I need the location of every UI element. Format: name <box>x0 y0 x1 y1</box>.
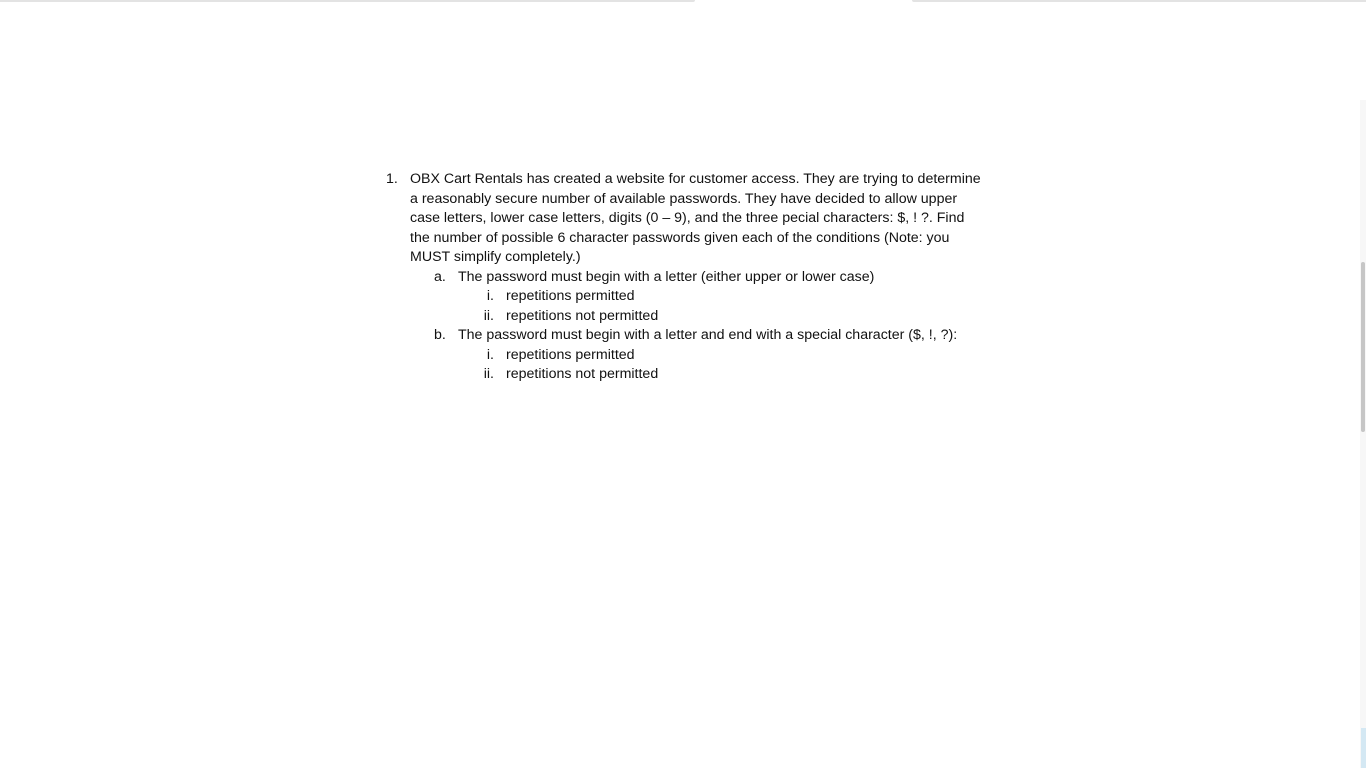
part-a-item-i-label: i. <box>486 288 494 304</box>
document-page <box>386 170 986 385</box>
top-edge-right <box>912 0 1366 2</box>
part-a-item-i <box>386 287 986 307</box>
part-b-item-i-label: i. <box>486 346 494 363</box>
vertical-scrollbar-thumb[interactable] <box>1361 262 1365 432</box>
part-b-item-i-text: repetitions permitted <box>506 346 635 363</box>
part-a-item-ii-label: ii. <box>483 307 494 324</box>
part-b-item-ii-label: ii. <box>483 366 494 382</box>
part-b-label: b. <box>434 327 446 343</box>
part-b-item-ii <box>386 365 986 385</box>
part-a-item-ii <box>386 307 986 327</box>
part-a-text: The password must begin with a letter (either upper or lower case) <box>458 268 875 285</box>
question-number: 1. <box>386 171 398 187</box>
top-edge-left <box>0 0 695 2</box>
part-a-label: a. <box>434 268 446 285</box>
part-b-item-ii-text: repetitions not permitted <box>506 366 659 382</box>
question-text: OBX Cart Rentals has created a website for customer access. They are trying to determine a reasonably secure number of available passwords. They have decided to allow upper case letters, lower case letters, digits (0 – 9), and the three pecial characters: $, ! ?. Find the number of possible 6 character passwords given each of the conditions (Note: you MUST simplify completely.) <box>410 171 981 265</box>
part-b-item-i <box>386 346 986 366</box>
scrollbar-corner <box>1361 728 1366 768</box>
question-1 <box>386 170 986 268</box>
part-a-item-i-text: repetitions permitted <box>506 288 635 304</box>
part-a-item-ii-text: repetitions not permitted <box>506 307 659 324</box>
vertical-scrollbar-track[interactable] <box>1360 100 1366 768</box>
part-a <box>386 268 986 288</box>
part-b-text: The password must begin with a letter and end with a special character ($, !, ?): <box>458 327 958 343</box>
part-b <box>386 326 986 346</box>
